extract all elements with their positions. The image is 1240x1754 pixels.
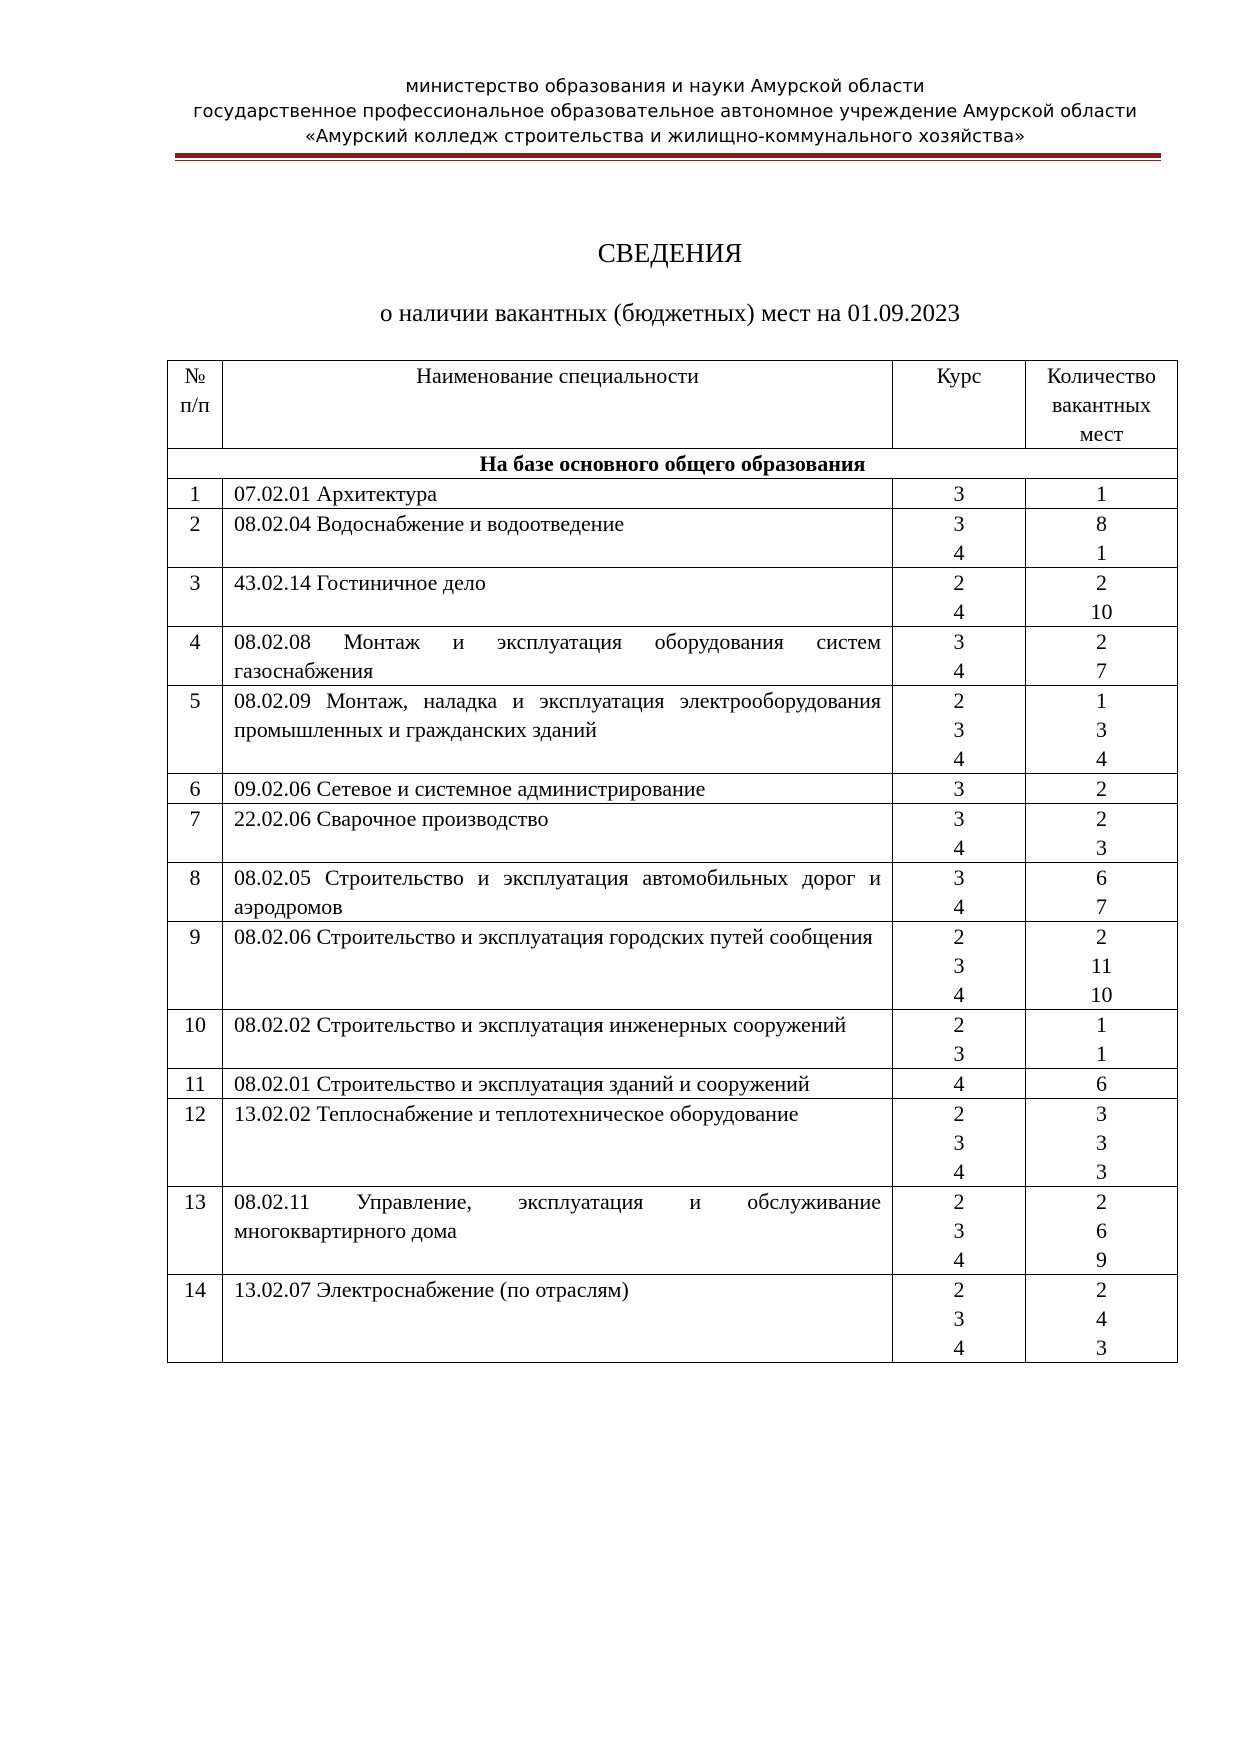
row-number: 7: [168, 804, 223, 863]
row-number: 4: [168, 627, 223, 686]
header-count-line2: вакантных: [1052, 392, 1151, 417]
course-cell: [893, 1069, 1026, 1099]
vacant-count-value: 2: [1096, 1277, 1107, 1302]
vacant-count-value: 6: [1096, 1218, 1107, 1243]
course-value: 4: [953, 599, 965, 624]
specialty-name: 08.02.01 Строительство и эксплуатация зданий и сооружений: [223, 1069, 893, 1099]
course-value: 3: [953, 1041, 965, 1066]
course-value: 2: [953, 1277, 965, 1302]
vacant-count-value: 1: [1096, 1041, 1107, 1066]
table-row: [168, 479, 1178, 509]
specialty-name: 43.02.14 Гостиничное дело: [223, 568, 893, 627]
specialty-name: 22.02.06 Сварочное производство: [223, 804, 893, 863]
header-vacant-count: [1026, 361, 1178, 449]
table-row: [168, 1099, 1178, 1187]
vacant-count-value: 1: [1096, 1012, 1107, 1037]
course-value: 4: [953, 746, 965, 771]
header-specialty: Наименование специальности: [223, 361, 893, 449]
row-number: 1: [168, 479, 223, 509]
table-row: [168, 774, 1178, 804]
row-number: 10: [168, 1010, 223, 1069]
course-value: 3: [953, 1306, 965, 1331]
course-value: 2: [953, 688, 965, 713]
course-value: 4: [953, 1159, 965, 1184]
vacant-count-value: 3: [1096, 717, 1107, 742]
specialty-name: 09.02.06 Сетевое и системное администрирование: [223, 774, 893, 804]
vacant-count-value: 3: [1096, 835, 1107, 860]
organization-header: [170, 74, 1160, 149]
vacant-count-value: 1: [1096, 540, 1107, 565]
course-value: 3: [953, 629, 965, 654]
vacant-count-value: 9: [1096, 1247, 1107, 1272]
section-row: [168, 449, 1178, 479]
table-row: [168, 1187, 1178, 1275]
vacant-count-cell: [1026, 568, 1178, 627]
row-number: 14: [168, 1275, 223, 1363]
row-number: 6: [168, 774, 223, 804]
header-count-line3: мест: [1079, 421, 1124, 446]
vacant-count-cell: [1026, 804, 1178, 863]
course-value: 3: [953, 511, 965, 536]
specialty-name: 08.02.09 Монтаж, наладка и эксплуатация электрооборудования промышленных и гражданских зданий: [223, 686, 893, 774]
table-row: [168, 1275, 1178, 1363]
header-rule-thin: [175, 160, 1161, 161]
course-value: 4: [953, 835, 965, 860]
header-num-line2: п/п: [180, 392, 210, 417]
course-cell: [893, 922, 1026, 1010]
vacant-count-value: 2: [1096, 629, 1107, 654]
course-value: 2: [953, 1101, 965, 1126]
vacant-count-cell: [1026, 1099, 1178, 1187]
vacant-count-value: 7: [1096, 658, 1107, 683]
table-header-row: [168, 361, 1178, 449]
specialty-name: 08.02.06 Строительство и эксплуатация городских путей сообщения: [223, 922, 893, 1010]
course-value: 3: [953, 1218, 965, 1243]
table-row: [168, 686, 1178, 774]
header-course: Курс: [893, 361, 1026, 449]
course-value: 3: [953, 481, 965, 506]
section-title: На базе основного общего образования: [168, 449, 1178, 479]
ministry-line: министерство образования и науки Амурской области: [405, 76, 925, 97]
course-cell: [893, 1275, 1026, 1363]
vacant-count-value: 3: [1096, 1101, 1107, 1126]
vacant-count-cell: [1026, 1069, 1178, 1099]
vacant-count-value: 3: [1096, 1130, 1107, 1155]
document-subtitle: о наличии вакантных (бюджетных) мест на 01.09.2023: [380, 300, 960, 327]
table-row: [168, 509, 1178, 568]
course-value: 4: [953, 1335, 965, 1360]
vacant-count-cell: [1026, 509, 1178, 568]
course-cell: [893, 509, 1026, 568]
course-value: 2: [953, 1189, 965, 1214]
vacant-count-cell: [1026, 922, 1178, 1010]
course-cell: [893, 627, 1026, 686]
vacancies-table: [167, 360, 1178, 1363]
table-row: [168, 627, 1178, 686]
specialty-name: 07.02.01 Архитектура: [223, 479, 893, 509]
college-name-line: «Амурский колледж строительства и жилищно-коммунального хозяйства»: [304, 126, 1026, 147]
row-number: 2: [168, 509, 223, 568]
row-number: 11: [168, 1069, 223, 1099]
vacant-count-value: 1: [1096, 688, 1107, 713]
table-row: [168, 1010, 1178, 1069]
row-number: 5: [168, 686, 223, 774]
table-row: [168, 568, 1178, 627]
header-num-line1: №: [184, 363, 206, 388]
vacant-count-value: 1: [1096, 481, 1107, 506]
course-value: 4: [953, 982, 965, 1007]
specialty-name: 08.02.08 Монтаж и эксплуатация оборудования систем газоснабжения: [223, 627, 893, 686]
header-rule-thick: [175, 153, 1161, 158]
table-row: [168, 1069, 1178, 1099]
course-value: 3: [953, 717, 965, 742]
vacant-count-value: 3: [1096, 1335, 1107, 1360]
vacant-count-cell: [1026, 863, 1178, 922]
course-value: 4: [953, 658, 965, 683]
vacant-count-value: 8: [1096, 511, 1107, 536]
course-value: 2: [953, 1012, 965, 1037]
course-value: 3: [953, 776, 965, 801]
course-cell: [893, 1010, 1026, 1069]
course-cell: [893, 863, 1026, 922]
course-cell: [893, 1099, 1026, 1187]
row-number: 12: [168, 1099, 223, 1187]
row-number: 3: [168, 568, 223, 627]
course-value: 2: [953, 924, 965, 949]
vacant-count-value: 2: [1096, 570, 1107, 595]
vacant-count-value: 6: [1096, 865, 1107, 890]
course-value: 4: [953, 1247, 965, 1272]
course-cell: [893, 479, 1026, 509]
vacant-count-cell: [1026, 1275, 1178, 1363]
header-num: [168, 361, 223, 449]
course-value: 3: [953, 1130, 965, 1155]
vacant-count-value: 2: [1096, 1189, 1107, 1214]
header-count-line1: Количество: [1046, 363, 1157, 388]
course-value: 3: [953, 806, 965, 831]
vacant-count-value: 11: [1090, 953, 1113, 978]
vacant-count-value: 10: [1090, 982, 1113, 1007]
row-number: 13: [168, 1187, 223, 1275]
course-value: 3: [953, 953, 965, 978]
document-title: СВЕДЕНИЯ: [597, 238, 743, 268]
course-cell: [893, 686, 1026, 774]
vacant-count-value: 4: [1096, 746, 1107, 771]
row-number: 9: [168, 922, 223, 1010]
vacant-count-value: 4: [1096, 1306, 1107, 1331]
vacant-count-cell: [1026, 1187, 1178, 1275]
course-cell: [893, 804, 1026, 863]
course-value: 4: [953, 540, 965, 565]
specialty-name: 08.02.02 Строительство и эксплуатация инженерных сооружений: [223, 1010, 893, 1069]
specialty-name: 13.02.02 Теплоснабжение и теплотехническое оборудование: [223, 1099, 893, 1187]
table-row: [168, 863, 1178, 922]
table-row: [168, 922, 1178, 1010]
course-value: 2: [953, 570, 965, 595]
vacant-count-cell: [1026, 774, 1178, 804]
row-number: 8: [168, 863, 223, 922]
institution-type-line: государственное профессиональное образовательное автономное учреждение Амурской области: [193, 101, 1137, 122]
table-row: [168, 804, 1178, 863]
vacant-count-cell: [1026, 479, 1178, 509]
vacant-count-cell: [1026, 627, 1178, 686]
vacant-count-value: 10: [1090, 599, 1113, 624]
vacant-count-cell: [1026, 686, 1178, 774]
specialty-name: 08.02.11 Управление, эксплуатация и обслуживание многоквартирного дома: [223, 1187, 893, 1275]
vacant-count-value: 6: [1096, 1071, 1107, 1096]
specialty-name: 08.02.04 Водоснабжение и водоотведение: [223, 509, 893, 568]
course-cell: [893, 774, 1026, 804]
vacant-count-value: 7: [1096, 894, 1107, 919]
vacant-count-cell: [1026, 1010, 1178, 1069]
course-cell: [893, 1187, 1026, 1275]
vacant-count-value: 3: [1096, 1159, 1107, 1184]
specialty-name: 08.02.05 Строительство и эксплуатация автомобильных дорог и аэродромов: [223, 863, 893, 922]
vacant-count-value: 2: [1096, 924, 1107, 949]
course-value: 4: [953, 894, 965, 919]
course-value: 3: [953, 865, 965, 890]
specialty-name: 13.02.07 Электроснабжение (по отраслям): [223, 1275, 893, 1363]
vacant-count-value: 2: [1096, 806, 1107, 831]
vacant-count-value: 2: [1096, 776, 1107, 801]
course-value: 4: [953, 1071, 965, 1096]
course-cell: [893, 568, 1026, 627]
